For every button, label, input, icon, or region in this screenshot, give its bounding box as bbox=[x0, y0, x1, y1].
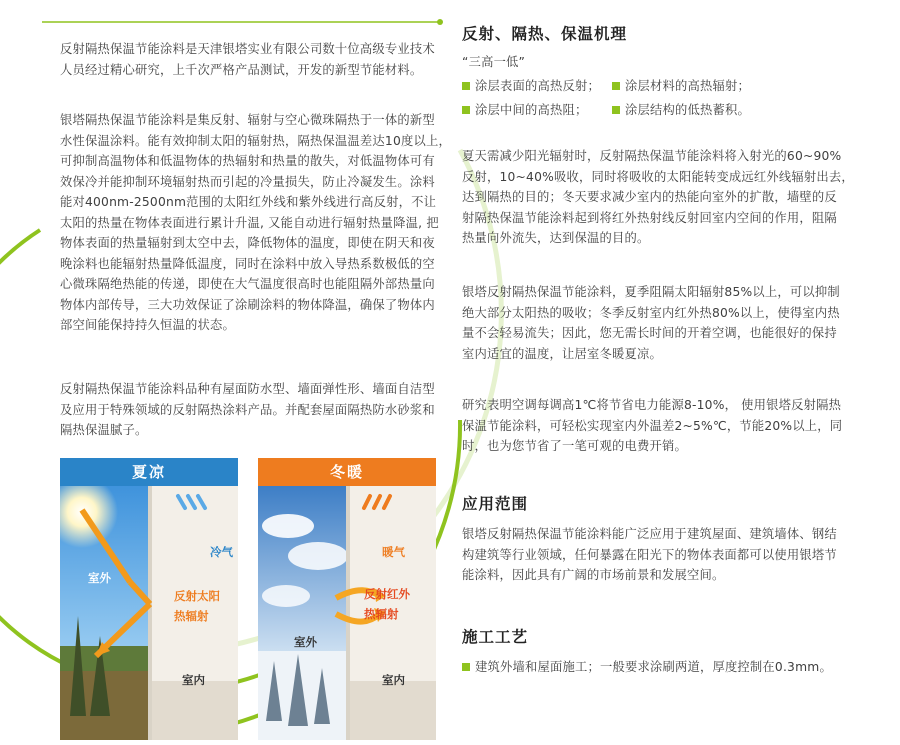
mechanism-item: 涂层结构的低热蓄积。 bbox=[612, 100, 750, 121]
reflect-infrared-label: 反射红外 热辐射 bbox=[364, 587, 410, 621]
application-paragraph: 银塔反射隔热保温节能涂料能广泛应用于建筑屋面、建筑墙体、钢结 构建筑等行业领域，任何暴露在阳光下的物体表面都可以使用银塔节 能涂料，因此具有广阔的市场前景和发展空间。 bbox=[462, 527, 837, 582]
cold-air-label: 冷气 bbox=[210, 545, 233, 559]
summer-outdoor-label: 室外 bbox=[88, 571, 111, 585]
winter-illustration bbox=[258, 458, 436, 740]
description-paragraph: 银塔隔热保温节能涂料是集反射、辐射与空心微珠隔热于一体的新型 水性保温涂料。能有效抑制太阳的辐射热，隔热保温温差达10度以上， 可抑制高温物体和低温物体的热辐射和热量的散失，对低温物体可有 效保冷并能抑制环境辐射热而引起的冷量损失，防止冷凝发生。涂料 能对400nm-2500nm范围的太阳红外线和紫外线进行高反射，不让 太阳的热量在物体表面进行累计升温, 又能自动进行辐射热量降温, 把 物体表面的热量辐射到太空中去，降低物体的温度，即使在阴天和夜 晚涂料也能辐射热量降低温度，同时在涂料中放入导热系数极低的空 心微珠隔绝热能的传递，即使在大气温度很高时也能阻隔外部热量向 物体内部传导，三大功效保证了涂刷涂料的物体降温，确保了物体内 部空间能保持持久恒温的状态。 bbox=[60, 113, 451, 332]
energy-saving-paragraph: 研究表明空调每调高1℃将节省电力能源8-10%， 使用银塔反射隔热 保温节能涂料，可轻松实现室内外温差2~5%℃，节能20%以上，同 时，也为您节省了一笔可观的电费开销。 bbox=[462, 398, 843, 453]
mechanism-subtitle: “三高一低” bbox=[462, 55, 526, 69]
reflect-sun-label: 反射太阳 热辐射 bbox=[174, 589, 220, 623]
winter-outdoor-label: 室外 bbox=[294, 635, 317, 649]
process-item: 建筑外墙和屋面施工；一般要求涂刷两道，厚度控制在0.3mm。 bbox=[462, 657, 832, 678]
warm-air-label: 暖气 bbox=[382, 545, 405, 559]
winter-banner: 冬暖 bbox=[258, 458, 436, 486]
summer-illustration bbox=[60, 458, 238, 740]
process-heading: 施工工艺 bbox=[462, 628, 529, 646]
mechanism-item: 涂层材料的高热辐射； bbox=[612, 76, 750, 97]
performance-paragraph: 银塔反射隔热保温节能涂料，夏季阻隔太阳辐射85%以上，可以抑制 绝大部分太阳热的吸收；冬季反射室内红外热80%以上，使得室内热 量不会轻易流失；因此，您无需长时间的开着空调，也能很好的保持 室内适宜的温度，让居室冬暖夏凉。 bbox=[462, 285, 840, 361]
intro-paragraph: 反射隔热保温节能涂料是天津银塔实业有限公司数十位高级专业技术 人员经过精心研究，上千次严格产品测试，开发的新型节能材料。 bbox=[60, 42, 435, 77]
winter-indoor-label: 室内 bbox=[382, 673, 405, 687]
mechanism-heading: 反射、隔热、保温机理 bbox=[462, 25, 628, 43]
application-heading: 应用范围 bbox=[462, 495, 529, 513]
product-range-paragraph: 反射隔热保温节能涂料品种有屋面防水型、墙面弹性形、墙面自洁型 及应用于特殊领域的反射隔热涂料产品。并配套屋面隔热防水砂浆和 隔热保温腻子。 bbox=[60, 382, 435, 437]
summer-winter-paragraph: 夏天需减少阳光辐射时，反射隔热保温节能涂料将入射光的60~90% 反射，10~40%吸收，同时将吸收的太阳能转变成远红外线辐射出去， 达到隔热的目的；冬天要求减少室内的热能向室外的扩散，墙壁的反 射隔热保温节能涂料起到将红外热射线反射回室内空间的作用，阻隔 热量向外流失，达到保温的目的。 bbox=[462, 149, 854, 245]
mechanism-item: 涂层表面的高热反射； bbox=[462, 76, 600, 97]
summer-indoor-label: 室内 bbox=[182, 673, 205, 687]
mechanism-item: 涂层中间的高热阻； bbox=[462, 100, 587, 121]
summer-banner: 夏凉 bbox=[60, 458, 238, 486]
